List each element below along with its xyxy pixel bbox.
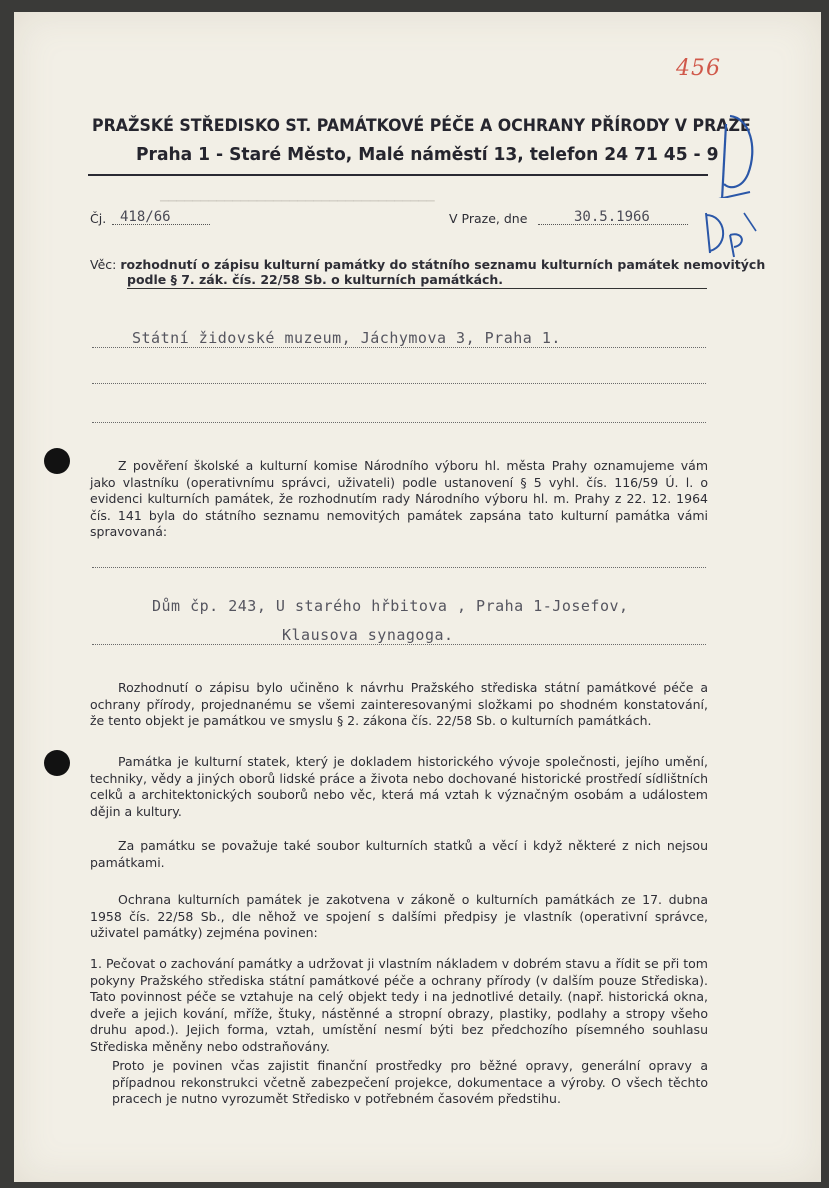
reference-label: Čj. [90, 211, 107, 226]
reference-number: 418/66 [120, 209, 171, 225]
monument-name: Klausova synagoga. [282, 626, 454, 644]
subject-rule [127, 288, 707, 289]
date-label: V Praze, dne [449, 211, 528, 226]
punch-hole [44, 750, 70, 776]
subject-text-1: rozhodnutí o zápisu kulturní památky do státního seznamu kulturních památek nemovitých [120, 257, 766, 272]
decision-paragraph [90, 680, 708, 730]
blank-dotted-line [92, 567, 706, 568]
protection-text: Ochrana kulturních památek je zakotvena v zákoně o kulturních památkách ze 17. dubna 1958 čís. 22/58 Sb., dle něhož ve spojení s dalšími předpisy je vlastník (operativní správce, uživatel památky) zejména povinen: [90, 892, 708, 940]
issuer-name: PRAŽSKÉ STŘEDISKO ST. PAMÁTKOVÉ PÉČE A OCHRANY PŘÍRODY V PRAZE [92, 116, 751, 136]
addressee-dotted-line [92, 347, 706, 348]
definition-paragraph [90, 754, 708, 820]
handwritten-marginal-mark [690, 108, 760, 198]
protection-paragraph [90, 892, 708, 942]
set-text: Za památku se považuje také soubor kulturních statků a věcí i když některé z nich nejsou památkami. [90, 838, 708, 870]
subject-text-2: podle § 7. zák. čís. 22/58 Sb. o kulturních památkách. [127, 272, 504, 287]
notice-paragraph [90, 458, 708, 541]
blank-dotted-line [92, 422, 706, 423]
set-paragraph [90, 838, 708, 871]
show-through: ▁▁▁▁▁▁▁▁▁▁▁▁▁▁▁▁▁▁▁▁▁▁▁▁▁▁▁▁▁▁▁▁▁▁ [160, 190, 435, 202]
subject-line-1 [90, 257, 765, 272]
date-value: 30.5.1966 [574, 209, 650, 225]
issuer-address: Praha 1 - Staré Město, Malé náměstí 13, telefon 24 71 45 - 9 [136, 144, 719, 165]
header-rule [88, 174, 708, 176]
handwritten-initials-mark [696, 205, 766, 265]
finance-paragraph [112, 1058, 708, 1108]
definition-text: Památka je kulturní statek, který je dokladem historického vývoje společnosti, jejího umění, techniky, vědy a jiných oborů lidské práce a života nebo dochované historické prostředí sídlištních celků a architektonických souborů nebo věc, která má vztah k význačným osobám a událostem dějin a kultury. [90, 754, 708, 819]
subject-label: Věc: [90, 257, 117, 272]
addressee: Státní židovské muzeum, Jáchymova 3, Praha 1. [132, 329, 561, 347]
blank-dotted-line [92, 383, 706, 384]
finance-text: Proto je povinen včas zajistit finanční prostředky pro běžné opravy, generální opravy a případnou rekonstrukci včetně zabezpečení projekce, dokumentace a výroby. O všech těchto pracech je nutno vyrozumět Středisko v potřebném časovém předstihu. [112, 1058, 708, 1106]
monument-dotted-line [92, 644, 706, 645]
decision-text: Rozhodnutí o zápisu bylo učiněno k návrhu Pražského střediska státní památkové péče a ochrany přírody, projednanému se všemi zainteresovanými složkami po shodném konstatování, že tento objekt je památkou ve smyslu § 2. zákona čís. 22/58 Sb. o kulturních památkách. [90, 680, 708, 728]
monument-address: Dům čp. 243, U starého hřbitova , Praha 1-Josefov, [152, 597, 629, 615]
obligation-item-1-text: 1. Pečovat o zachování památky a udržovat ji vlastním nákladem v dobrém stavu a řídit se při tom pokyny Pražského střediska státní památkové péče a ochrany přírody (v dalším pouze Střediska). Tato povinnost péče se vztahuje na celý objekt tedy i na jednotlivé detaily. (např. historická okna, dveře a jejich kování, mříže, štuky, nástěnné a stropní obrazy, plastiky, podlahy a stropy všeho druhu apod.). Jejich forma, vztah, umístění nesmí býti bez předchozího písemného souhlasu Střediska měněny nebo odstraňovány. [90, 956, 708, 1054]
handwritten-archive-number: 456 [676, 56, 721, 81]
punch-hole [44, 448, 70, 474]
obligation-item-1 [90, 956, 708, 1055]
notice-text: Z pověření školské a kulturní komise Národního výboru hl. města Prahy oznamujeme vám jako vlastníku (operativnímu správci, uživateli) podle ustanovení § 5 vyhl. čís. 116/59 Ú. l. o evidenci kulturních památek, že rozhodnutím rady Národního výboru hl. m. Prahy z 22. 12. 1964 čís. 141 byla do státního seznamu nemovitých památek zapsána tato kulturní památka vámi spravovaná: [90, 458, 708, 539]
